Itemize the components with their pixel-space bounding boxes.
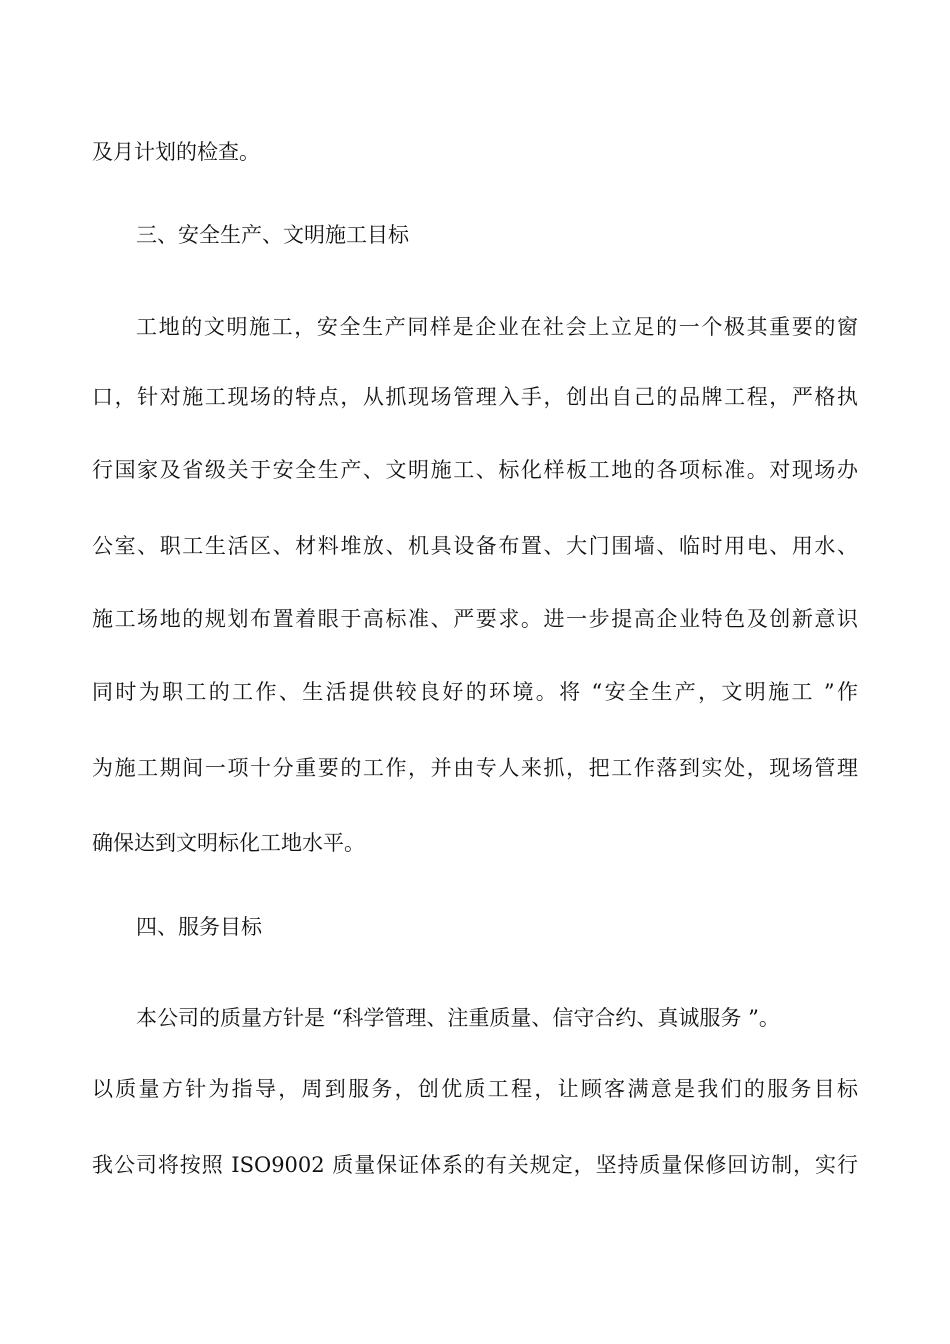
paragraph-line: 我公司将按照 ISO9002 质量保证体系的有关规定，坚持质量保修回访制，实行	[92, 1153, 858, 1177]
paragraph-line: 确保达到文明标化工地水平。	[92, 831, 365, 855]
paragraph-line: 以质量方针为指导，周到服务，创优质工程，让顾客满意是我们的服务目标	[92, 1077, 858, 1101]
paragraph-line: 为施工期间一项十分重要的工作，并由专人来抓，把工作落到实处，现场管理	[92, 756, 858, 780]
paragraph-line: 施工场地的规划布置着眼于高标准、严要求。进一步提高企业特色及创新意识	[92, 607, 858, 631]
paragraph-line: 及月计划的检查。	[92, 140, 260, 164]
paragraph-line: 同时为职工的工作、生活提供较良好的环境。将 “安全生产，文明施工 ”作	[92, 680, 858, 704]
paragraph-line: 口，针对施工现场的特点，从抓现场管理入手，创出自己的品牌工程，严格执	[92, 385, 858, 409]
paragraph-line: 行国家及省级关于安全生产、文明施工、标化样板工地的各项标准。对现场办	[92, 458, 858, 482]
section-heading: 三、安全生产、文明施工目标	[136, 223, 409, 247]
paragraph-line: 工地的文明施工，安全生产同样是企业在社会上立足的一个极其重要的窗	[136, 315, 858, 339]
paragraph-line: 本公司的质量方针是 “科学管理、注重质量、信守合约、真诚服务 ”。	[136, 1006, 780, 1030]
paragraph-line: 公室、职工生活区、材料堆放、机具设备布置、大门围墙、临时用电、用水、	[92, 534, 858, 558]
section-heading: 四、服务目标	[136, 915, 262, 939]
